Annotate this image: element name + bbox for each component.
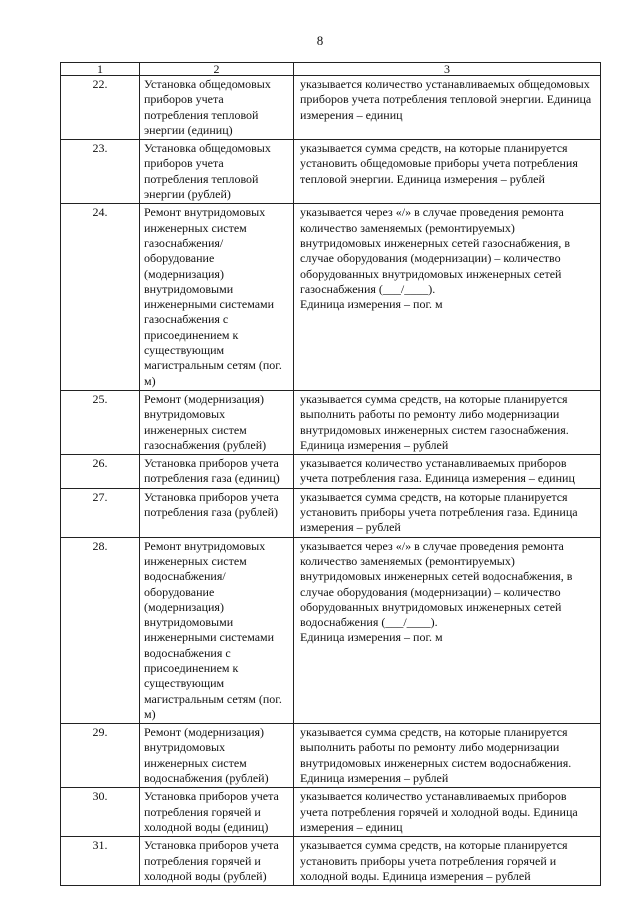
indicator-name: Ремонт (модернизация) внутридомовых инженерных систем водоснабжения (рублей) xyxy=(140,724,294,788)
row-number: 26. xyxy=(61,455,140,489)
row-number: 27. xyxy=(61,488,140,537)
table-row xyxy=(61,140,601,204)
indicator-name: Ремонт внутридомовых инженерных систем газоснабжения/ оборудование (модернизация) внутридомовыми инженерными системами газоснабжения с присоединением к существующим магистральным сетям (пог. м) xyxy=(140,204,294,391)
table-row xyxy=(61,788,601,837)
indicators-table xyxy=(60,62,601,886)
indicator-description: указывается через «/» в случае проведения ремонта количество заменяемых (ремонтируемых) внутридомовых инженерных сетей водоснабжения, в случае оборудования (модернизации) – количество оборудованных внутридомовых инженерных сетей водоснабжения (___/____). xyxy=(300,538,573,630)
page-number: 8 xyxy=(316,33,324,48)
column-header-2: 2 xyxy=(140,63,294,76)
table-row xyxy=(61,204,601,391)
row-number: 28. xyxy=(61,537,140,724)
indicator-description: указывается количество устанавливаемых общедомовых приборов учета потребления тепловой энергии. Единица измерения – единиц xyxy=(294,76,601,140)
indicator-name: Установка общедомовых приборов учета потребления тепловой энергии (рублей) xyxy=(140,140,294,204)
row-number: 22. xyxy=(61,76,140,140)
row-number: 31. xyxy=(61,837,140,886)
indicator-description: указывается количество устанавливаемых приборов учета потребления газа. Единица измерения – единиц xyxy=(294,455,601,489)
indicator-description: указывается сумма средств, на которые планируется выполнить работы по ремонту либо модернизации внутридомовых инженерных систем водоснабжения. Единица измерения – рублей xyxy=(294,724,601,788)
row-number: 30. xyxy=(61,788,140,837)
unit-note: Единица измерения – пог. м xyxy=(300,630,443,645)
indicator-description: указывается через «/» в случае проведения ремонта количество заменяемых (ремонтируемых) внутридомовых инженерных сетей газоснабжения, в случае оборудования (модернизации) – количество оборудованных внутридомовых инженерных сетей газоснабжения (___/____). xyxy=(300,205,571,296)
indicator-name: Ремонт внутридомовых инженерных систем водоснабжения/ оборудование (модернизация) внутридомовыми инженерными системами водоснабжения с присоединением к существующим магистральным сетям (пог. м) xyxy=(140,537,294,724)
row-number: 25. xyxy=(61,390,140,454)
indicator-name: Установка приборов учета потребления горячей и холодной воды (единиц) xyxy=(140,788,294,837)
row-number: 29. xyxy=(61,724,140,788)
header-row xyxy=(61,63,601,76)
table-body xyxy=(61,76,601,886)
indicator-description-cell xyxy=(294,204,601,391)
table-row xyxy=(61,837,601,886)
table-row xyxy=(61,76,601,140)
indicator-name: Установка приборов учета потребления газа (единиц) xyxy=(140,455,294,489)
indicator-description-cell xyxy=(294,537,601,724)
table-row xyxy=(61,455,601,489)
indicator-description: указывается количество устанавливаемых приборов учета потребления горячей и холодной воды. Единица измерения – единиц xyxy=(294,788,601,837)
table-row xyxy=(61,724,601,788)
column-header-1: 1 xyxy=(61,63,140,76)
column-header-3: 3 xyxy=(294,63,601,76)
indicator-description: указывается сумма средств, на которые планируется установить приборы учета потребления газа. Единица измерения – рублей xyxy=(294,488,601,537)
indicator-description: указывается сумма средств, на которые планируется установить общедомовые приборы учета потребления тепловой энергии. Единица измерения – рублей xyxy=(294,140,601,204)
table-row xyxy=(61,390,601,454)
indicator-name: Установка приборов учета потребления газа (рублей) xyxy=(140,488,294,537)
table-row xyxy=(61,488,601,537)
indicator-description: указывается сумма средств, на которые планируется установить приборы учета потребления горячей и холодной воды. Единица измерения – рублей xyxy=(294,837,601,886)
row-number: 23. xyxy=(61,140,140,204)
indicator-name: Ремонт (модернизация) внутридомовых инженерных систем газоснабжения (рублей) xyxy=(140,390,294,454)
indicator-name: Установка приборов учета потребления горячей и холодной воды (рублей) xyxy=(140,837,294,886)
indicator-name: Установка общедомовых приборов учета потребления тепловой энергии (единиц) xyxy=(140,76,294,140)
table-row xyxy=(61,537,601,724)
table-header xyxy=(61,63,601,76)
unit-note: Единица измерения – пог. м xyxy=(300,297,443,312)
indicator-description: указывается сумма средств, на которые планируется выполнить работы по ремонту либо модернизации внутридомовых инженерных систем газоснабжения. Единица измерения – рублей xyxy=(294,390,601,454)
row-number: 24. xyxy=(61,204,140,391)
